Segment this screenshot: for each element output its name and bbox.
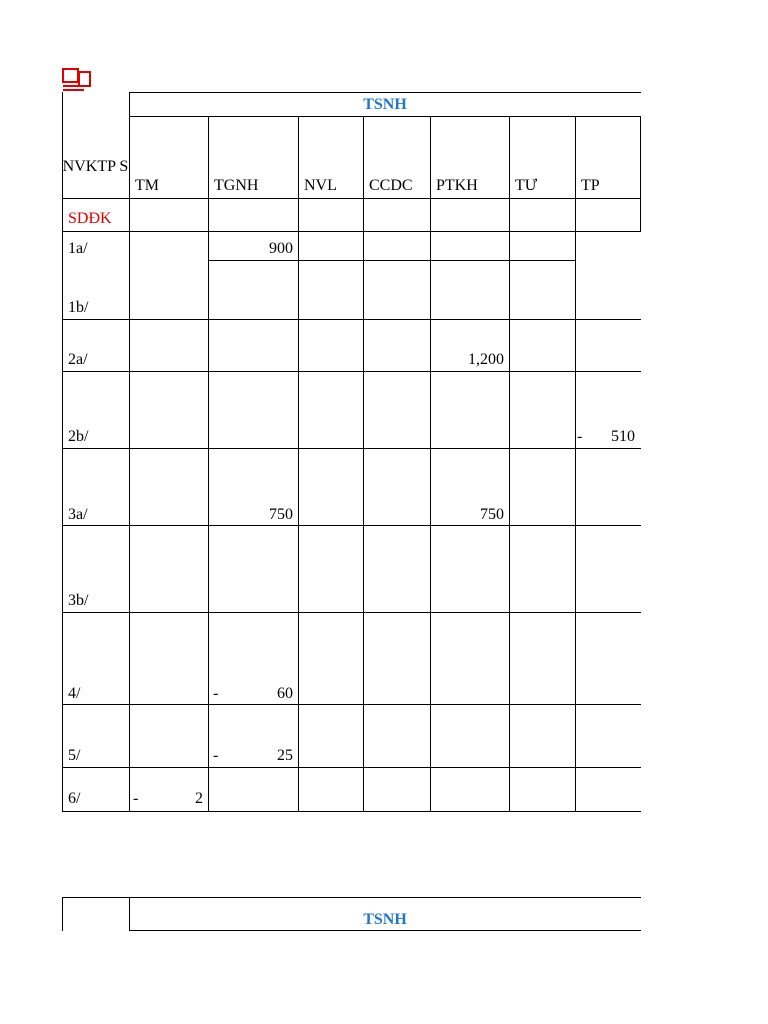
column-header-ptkh: PTKH — [436, 177, 478, 194]
row-label-5: 5/ — [68, 747, 81, 764]
cell-6-tm: 2 — [195, 790, 203, 807]
row-label-2a: 2a/ — [68, 351, 88, 368]
row-header: NVKTP S — [62, 158, 129, 175]
group-header: TSNH — [363, 96, 407, 113]
cell-2a-ptkh: 1,200 — [468, 351, 504, 368]
row-label-3b: 3b/ — [68, 592, 89, 609]
cell-2b-tp-sign: - — [577, 428, 583, 445]
row-label-6: 6/ — [68, 790, 81, 807]
cell-4-tgnh-sign: - — [213, 685, 219, 702]
cell-5-tgnh-sign: - — [213, 747, 219, 764]
column-header-tu: TƯ — [515, 177, 538, 194]
column-header-tgnh: TGNH — [214, 177, 259, 194]
cell-6-tm-sign: - — [133, 790, 139, 807]
column-header-nvl: NVL — [304, 177, 337, 194]
column-header-ccdc: CCDC — [369, 177, 413, 194]
cell-3a-tgnh: 750 — [269, 506, 293, 523]
column-header-tm: TM — [135, 177, 159, 194]
column-header-tp: TP — [581, 177, 600, 194]
cell-3a-ptkh: 750 — [480, 506, 504, 523]
cell-2b-tp: 510 — [611, 428, 635, 445]
footer-group-header: TSNH — [363, 911, 407, 928]
cell-4-tgnh: 60 — [277, 685, 293, 702]
cell-1a-tgnh: 900 — [269, 240, 293, 257]
row-label-1a: 1a/ — [68, 240, 88, 257]
row-label-4: 4/ — [68, 685, 81, 702]
row-label-2b: 2b/ — [68, 428, 89, 445]
cell-5-tgnh: 25 — [277, 747, 293, 764]
row-label-3a: 3a/ — [68, 506, 88, 523]
opening-balance-label: SDĐK — [68, 210, 112, 227]
row-label-1b: 1b/ — [68, 299, 89, 316]
